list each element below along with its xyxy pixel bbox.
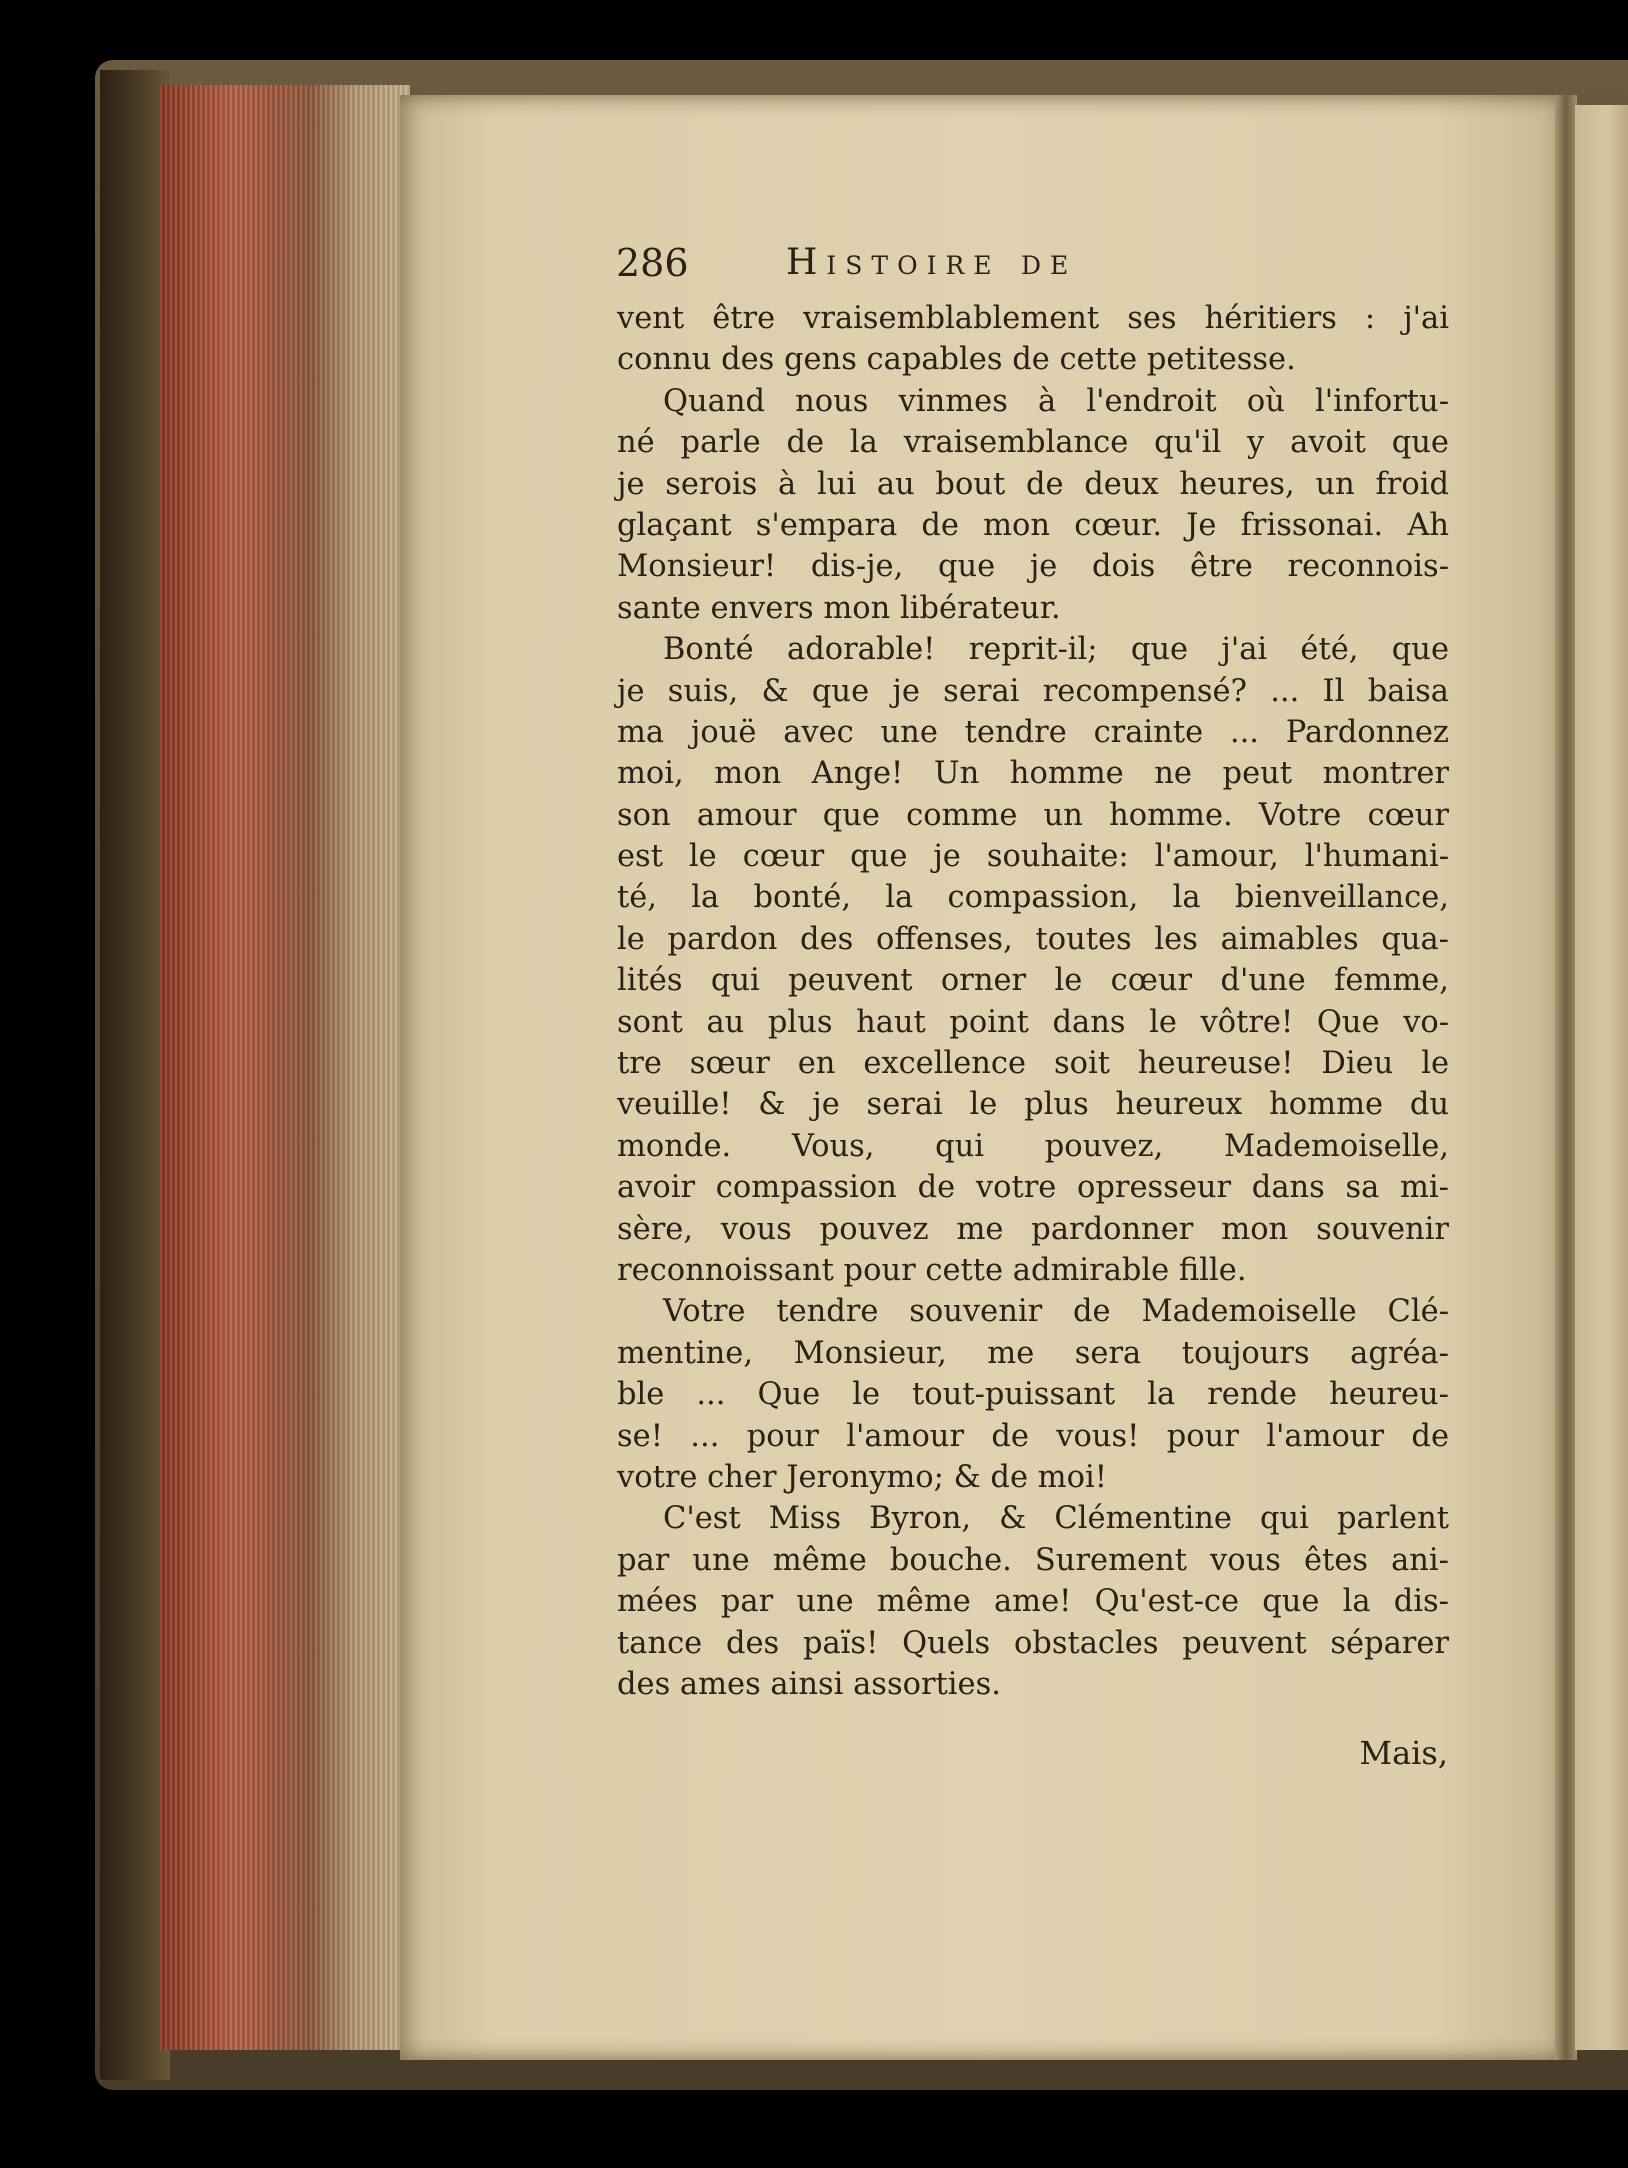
text-line: tre sœur en excellence soit heureuse! Dieu le <box>617 1046 1449 1082</box>
running-head <box>616 238 1416 288</box>
text-line: votre cher Jeronymo; & de moi! <box>617 1459 1107 1495</box>
text-line: moi, mon Ange! Un homme ne peut montrer <box>617 756 1449 792</box>
text-line: se! ... pour l'amour de vous! pour l'amour de <box>617 1418 1449 1454</box>
text-line: je serois à lui au bout de deux heures, un froid <box>617 466 1449 502</box>
text-line: des ames ainsi assorties. <box>617 1666 1001 1702</box>
text-line: tance des païs! Quels obstacles peuvent séparer <box>617 1625 1449 1661</box>
text-line: monde. Vous, qui pouvez, Mademoiselle, <box>617 1128 1449 1164</box>
catchword: Mais, <box>1359 1734 1448 1772</box>
text-line: est le cœur que je souhaite: l'amour, l'humani- <box>617 839 1449 875</box>
page-text <box>617 298 1449 1705</box>
facing-page-edge <box>1575 105 1628 2050</box>
text-line: je suis, & que je serai recompensé? ... Il baisa <box>617 673 1449 709</box>
text-line: veuille! & je serai le plus heureux homme du <box>617 1087 1449 1123</box>
text-line: Votre tendre souvenir de Mademoiselle Clé- <box>663 1294 1449 1330</box>
text-line: Quand nous vinmes à l'endroit où l'infortu- <box>663 383 1449 419</box>
page-edges <box>160 85 410 2050</box>
text-line: té, la bonté, la compassion, la bienveillance, <box>617 880 1449 916</box>
text-line: son amour que comme un homme. Votre cœur <box>617 797 1449 833</box>
text-line: né parle de la vraisemblance qu'il y avoit que <box>617 425 1449 461</box>
running-title: Histoire de <box>786 242 1078 283</box>
page-gutter <box>1555 95 1577 2060</box>
text-line: vent être vraisemblablement ses héritiers : j'ai <box>617 301 1449 336</box>
text-line: ma jouë avec une tendre crainte ... Pardonnez <box>617 714 1449 750</box>
text-line: C'est Miss Byron, & Clémentine qui parlent <box>663 1501 1449 1537</box>
text-line: mées par une même ame! Qu'est-ce que la dis- <box>617 1584 1449 1620</box>
text-line: ble ... Que le tout-puissant la rende heureu- <box>617 1377 1449 1413</box>
text-line: sère, vous pouvez me pardonner mon souvenir <box>617 1211 1449 1247</box>
text-line: reconnoissant pour cette admirable fille. <box>617 1252 1247 1288</box>
text-line: glaçant s'empara de mon cœur. Je frissonai. Ah <box>617 507 1449 543</box>
text-line: lités qui peuvent orner le cœur d'une femme, <box>617 963 1449 999</box>
page-number: 286 <box>616 241 689 285</box>
text-line: Monsieur! dis-je, que je dois être reconnois- <box>617 549 1449 585</box>
text-line: connu des gens capables de cette petitesse. <box>617 342 1296 378</box>
text-line: par une même bouche. Surement vous êtes ani- <box>617 1542 1449 1578</box>
text-line: le pardon des offenses, toutes les aimables qua- <box>617 921 1449 957</box>
text-line: mentine, Monsieur, me sera toujours agréa- <box>617 1335 1449 1371</box>
text-line: Bonté adorable! reprit-il; que j'ai été, que <box>663 632 1449 668</box>
text-line: sont au plus haut point dans le vôtre! Que vo- <box>617 1004 1449 1040</box>
text-line: avoir compassion de votre opresseur dans sa mi- <box>617 1170 1449 1206</box>
text-line: sante envers mon libérateur. <box>617 590 1061 626</box>
